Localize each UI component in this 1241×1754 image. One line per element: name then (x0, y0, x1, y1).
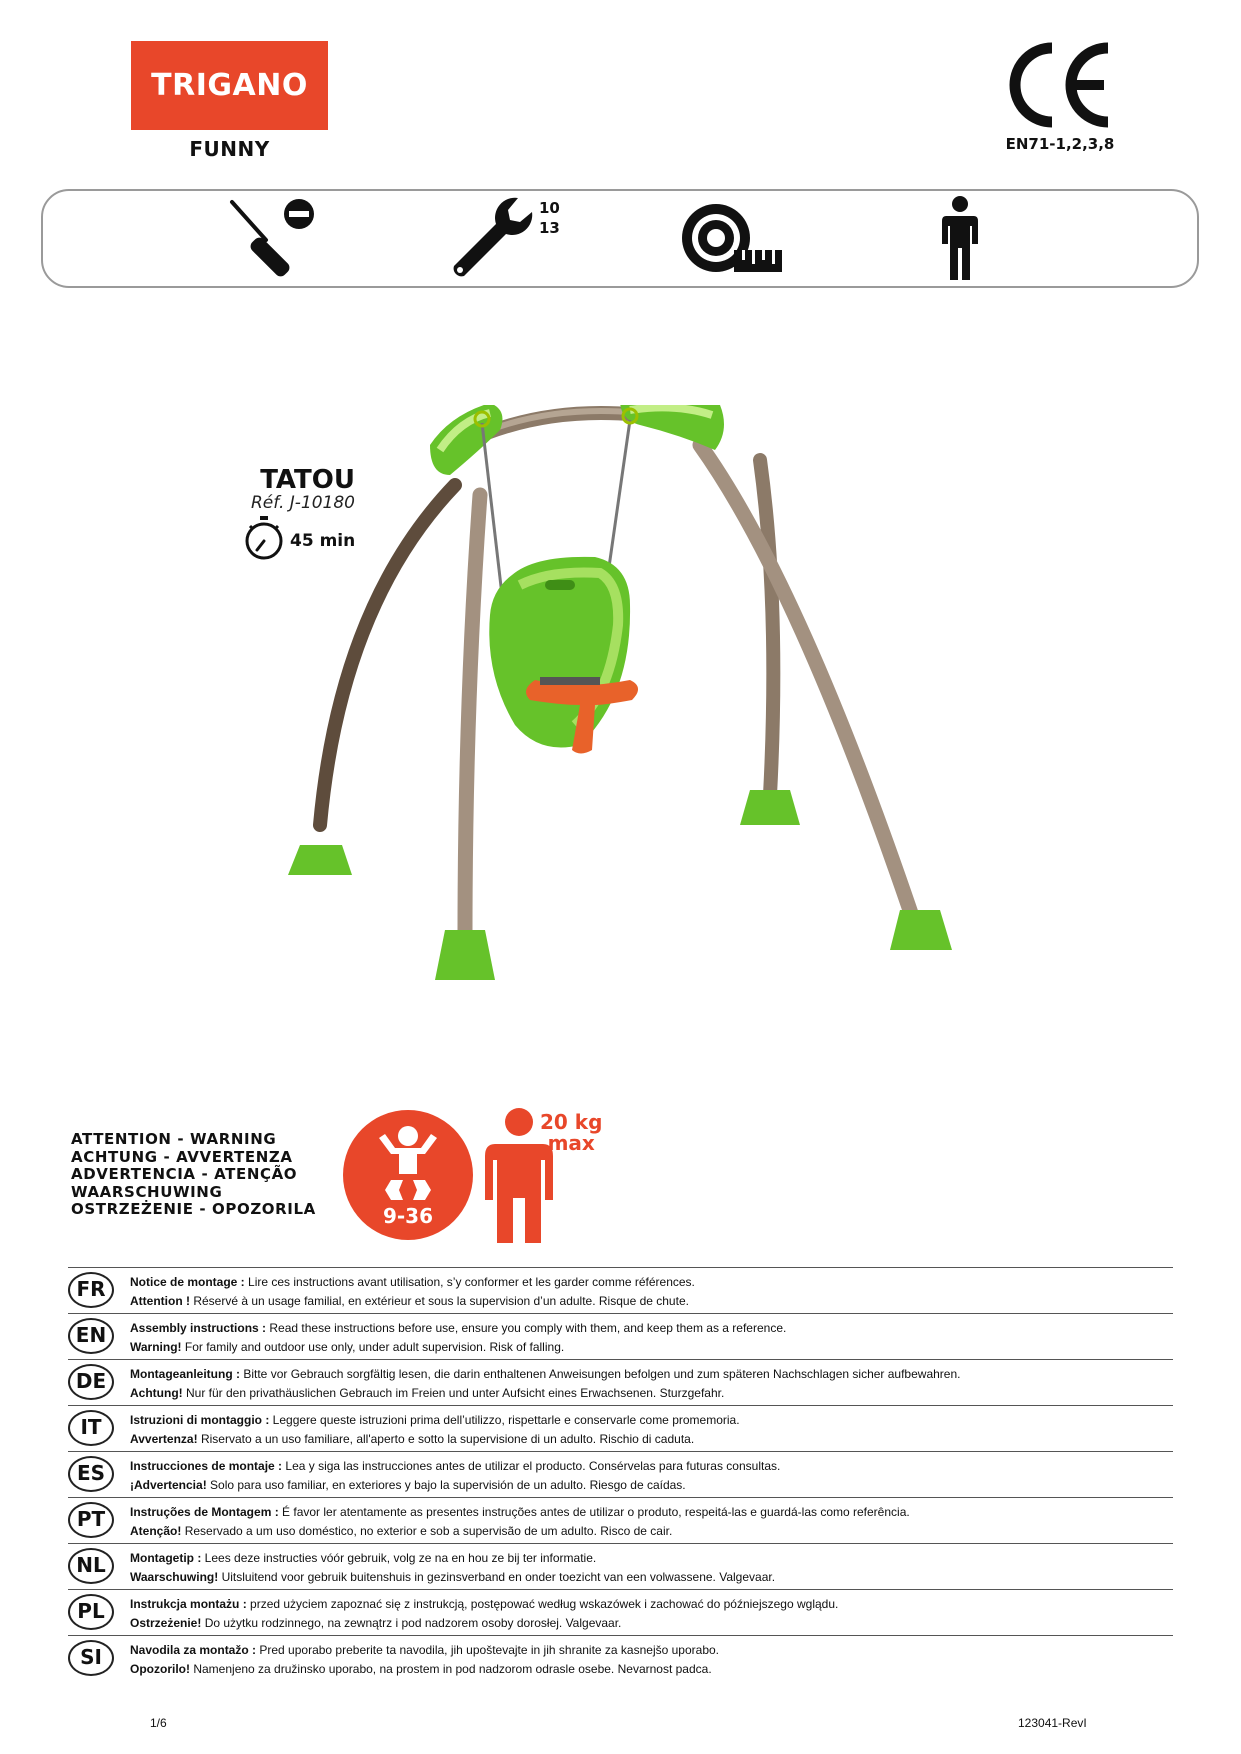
wrench-icon (448, 194, 536, 282)
language-text: Instrucciones de montaje : Lea y siga las instrucciones antes de utilizar el producto. Consérvelas para futuras consultas. ¡Advertencia! Solo para uso familiar, en exteriores y bajo la supervisión de un adulto. Riesgo de caídas. (130, 1459, 781, 1492)
language-row-de (68, 1359, 1173, 1405)
screwdriver-icon (226, 196, 318, 282)
max-weight-label: max (547, 1131, 595, 1155)
document-reference: 123041-RevI (1018, 1716, 1087, 1730)
language-code-badge: FR (68, 1272, 114, 1308)
language-text: Navodila za montažo : Pred uporabo preberite ta navodila, jih upoštevajte in jih shranite za kasnejšo uporabo. Opozorilo! Namenjeno za družinsko uporabo, na prostem in pod nadzorom odrasle osebe. Nevarnost padca. (130, 1643, 720, 1676)
brand-logo (131, 41, 328, 130)
language-row-pt (68, 1497, 1173, 1543)
language-row-en (68, 1313, 1173, 1359)
age-range: 9-36 (382, 1204, 434, 1228)
max-weight (540, 1112, 602, 1154)
wrench-size-10: 10 (539, 199, 560, 217)
warning-heading (71, 1131, 316, 1219)
language-row-nl (68, 1543, 1173, 1589)
assembly-time: 45 min (290, 531, 356, 551)
baby-icon (375, 1124, 441, 1210)
language-row-it (68, 1405, 1173, 1451)
tape-measure-icon (678, 200, 784, 278)
language-text: Montagetip : Lees deze instructies vóór gebruik, volg ze na en hou ze bij ter informatie. Waarschuwing! Uitsluitend voor gebruik buitenshuis in gezinsverband en onder toezicht van een volwassene. Valgevaar. (130, 1551, 776, 1584)
language-text: Assembly instructions : Read these instructions before use, ensure you comply with them, and keep them as a reference. Warning! For family and outdoor use only, under adult supervision. Risk of falling. (130, 1321, 787, 1354)
ce-mark-icon (1000, 40, 1120, 130)
language-code-badge: EN (68, 1318, 114, 1354)
wrench-sizes (539, 198, 560, 238)
warning-line: WAARSCHUWING (71, 1182, 223, 1201)
swing-illustration (280, 405, 960, 995)
product-line: FUNNY (189, 137, 270, 161)
language-code-badge: IT (68, 1410, 114, 1446)
language-text: Notice de montage : Lire ces instructions avant utilisation, s’y conformer et les garder comme références. Attention ! Réservé à un usage familial, en extérieur et sous la supervision d’un adulte. Risque de chute. (130, 1275, 695, 1308)
stopwatch-icon (244, 516, 284, 560)
warning-line: ATTENTION - WARNING (71, 1130, 277, 1148)
language-row-si (68, 1635, 1173, 1681)
language-text: Instruções de Montagem : É favor ler atentamente as presentes instruções antes de utilizar o produto, respeitá-las e guardá-las como referência. Atenção! Reservado a um uso doméstico, no exterior e sob a supervisão de um adulto. Risco de cair. (130, 1505, 910, 1538)
warning-line: ACHTUNG - AVVERTENZA (71, 1147, 293, 1166)
language-row-es (68, 1451, 1173, 1497)
product-name: TATOU (260, 465, 355, 495)
language-code-badge: NL (68, 1548, 114, 1584)
language-text: Montageanleitung : Bitte vor Gebrauch sorgfältig lesen, die darin enthaltenen Anweisungen befolgen und zum späteren Nachschlagen sicher aufbewahren. Achtung! Nur für den privathäuslichen Gebrauch im Freien und unter Aufsicht eines Erwachsenen. Sturzgefahr. (130, 1367, 961, 1400)
norm-label: EN71-1,2,3,8 (1005, 135, 1115, 153)
language-code-badge: DE (68, 1364, 114, 1400)
wrench-size-13: 13 (539, 219, 560, 237)
warning-line: ADVERTENCIA - ATENÇÃO (71, 1165, 298, 1183)
language-code-badge: PL (68, 1594, 114, 1630)
page-number: 1/6 (150, 1716, 167, 1730)
language-instructions (68, 1267, 1173, 1681)
tools-panel (41, 189, 1199, 288)
language-code-badge: SI (68, 1640, 114, 1676)
product-reference: Réf. J-10180 (251, 493, 355, 513)
person-icon (940, 196, 980, 282)
language-text: Instrukcja montażu : przed użyciem zapoznać się z instrukcją, postępować według wskazówek i zachować do późniejszego wglądu. Ostrzeżenie! Do użytku rodzinnego, na zewnątrz i pod nadzorem osoby dorosłej. Valgevaar. (130, 1597, 839, 1630)
language-row-pl (68, 1589, 1173, 1635)
warning-line: OSTRZEŻENIE - OPOZORILA (71, 1200, 316, 1218)
language-row-fr (68, 1267, 1173, 1313)
language-text: Istruzioni di montaggio : Leggere queste istruzioni prima dell’utilizzo, rispettarle e conservarle come promemoria. Avvertenza! Riservato a un uso familiare, all'aperto e sotto la supervisione di un adulto. Rischio di caduta. (130, 1413, 740, 1446)
max-weight-value: 20 kg (540, 1110, 603, 1134)
language-code-badge: PT (68, 1502, 114, 1538)
language-code-badge: ES (68, 1456, 114, 1492)
brand-logo-text: TRIGANO (151, 68, 308, 103)
